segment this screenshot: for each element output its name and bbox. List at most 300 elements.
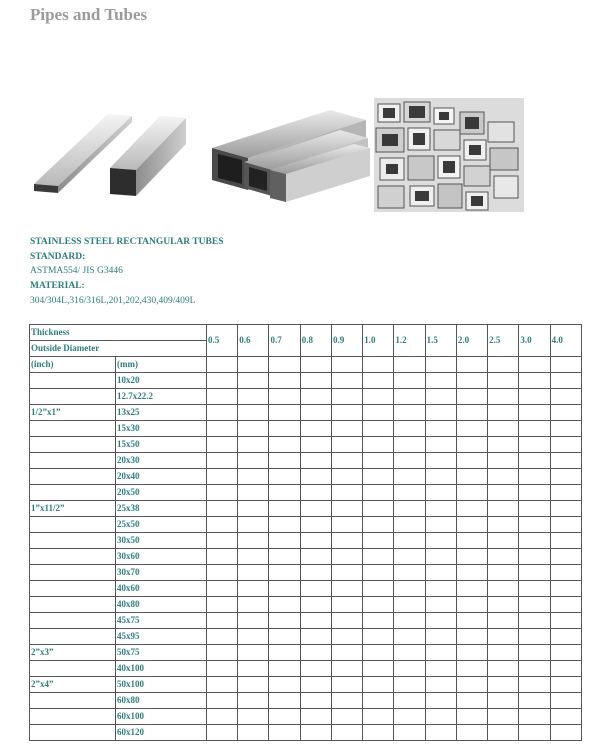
table-cell: [550, 693, 581, 709]
table-cell: [207, 693, 238, 709]
table-row: [30, 693, 582, 709]
table-cell: [519, 693, 550, 709]
table-cell: [488, 453, 519, 469]
table-cell: [300, 389, 331, 405]
table-cell: [363, 709, 394, 725]
table-cell: [238, 533, 269, 549]
table-cell: [269, 613, 300, 629]
table-cell: [207, 485, 238, 501]
table-cell: [456, 517, 487, 533]
table-row: [30, 725, 582, 741]
table-cell: [425, 677, 456, 693]
inch-size-cell: [30, 693, 116, 709]
table-cell: [363, 677, 394, 693]
table-cell: [300, 405, 331, 421]
table-cell: [331, 549, 362, 565]
table-cell: [269, 677, 300, 693]
mm-size-cell: 15x30: [116, 421, 207, 437]
table-cell: [550, 645, 581, 661]
table-cell: [207, 661, 238, 677]
table-cell: [425, 485, 456, 501]
table-cell: [550, 533, 581, 549]
inch-size-cell: [30, 389, 116, 405]
table-cell: [488, 405, 519, 421]
table-cell: [238, 469, 269, 485]
table-cell: [300, 709, 331, 725]
table-cell: [394, 581, 425, 597]
table-cell: [456, 405, 487, 421]
thickness-value: 1.2: [394, 325, 425, 357]
table-cell: [300, 501, 331, 517]
table-cell: [456, 421, 487, 437]
table-cell: [550, 709, 581, 725]
table-cell: [394, 565, 425, 581]
table-cell: [519, 565, 550, 581]
table-cell: [488, 421, 519, 437]
table-row: [30, 533, 582, 549]
table-cell: [269, 661, 300, 677]
table-cell: [394, 469, 425, 485]
table-cell: [488, 437, 519, 453]
table-cell: [300, 549, 331, 565]
table-cell: [394, 517, 425, 533]
table-cell: [550, 613, 581, 629]
table-cell: [331, 645, 362, 661]
page-title: Pipes and Tubes: [30, 5, 148, 24]
table-cell: [207, 613, 238, 629]
thickness-label: Thickness: [30, 325, 207, 341]
table-cell: [331, 421, 362, 437]
table-cell: [331, 709, 362, 725]
table-cell: [331, 517, 362, 533]
mm-size-cell: 20x40: [116, 469, 207, 485]
table-cell: [519, 661, 550, 677]
table-cell: [519, 421, 550, 437]
table-cell: [363, 485, 394, 501]
table-row: [30, 629, 582, 645]
table-cell: [550, 581, 581, 597]
table-cell: [363, 453, 394, 469]
table-cell: [550, 677, 581, 693]
material-label: MATERIAL:: [30, 281, 85, 291]
table-cell: [238, 373, 269, 389]
table-cell: [488, 677, 519, 693]
table-cell: [238, 517, 269, 533]
table-cell: [519, 613, 550, 629]
table-cell: [488, 549, 519, 565]
table-cell: [425, 517, 456, 533]
table-cell: [300, 661, 331, 677]
table-cell: [394, 373, 425, 389]
table-cell: [269, 405, 300, 421]
table-cell: [207, 357, 238, 373]
table-row: [30, 677, 582, 693]
table-cell: [238, 389, 269, 405]
table-cell: [331, 581, 362, 597]
inch-size-cell: [30, 453, 116, 469]
table-cell: [519, 437, 550, 453]
table-cell: [300, 421, 331, 437]
tube-size-table: [29, 324, 582, 741]
standard-label: STANDARD:: [30, 252, 86, 262]
table-cell: [331, 629, 362, 645]
table-cell: [238, 645, 269, 661]
table-row: [30, 421, 582, 437]
table-cell: [519, 549, 550, 565]
table-cell: [550, 357, 581, 373]
table-cell: [519, 357, 550, 373]
table-cell: [300, 597, 331, 613]
table-cell: [519, 389, 550, 405]
table-cell: [488, 373, 519, 389]
table-cell: [488, 693, 519, 709]
mm-size-cell: 45x95: [116, 629, 207, 645]
table-cell: [394, 597, 425, 613]
table-cell: [394, 725, 425, 741]
table-cell: [488, 517, 519, 533]
inch-size-cell: [30, 421, 116, 437]
table-cell: [456, 677, 487, 693]
table-header-row: [30, 325, 582, 341]
table-cell: [363, 693, 394, 709]
table-cell: [425, 453, 456, 469]
table-cell: [425, 405, 456, 421]
table-cell: [238, 677, 269, 693]
table-cell: [238, 485, 269, 501]
table-cell: [363, 533, 394, 549]
thickness-value: 0.9: [331, 325, 362, 357]
table-cell: [425, 533, 456, 549]
table-cell: [238, 629, 269, 645]
table-cell: [456, 629, 487, 645]
table-cell: [300, 629, 331, 645]
table-cell: [488, 725, 519, 741]
table-cell: [550, 549, 581, 565]
table-cell: [519, 725, 550, 741]
table-cell: [207, 565, 238, 581]
table-cell: [425, 581, 456, 597]
table-cell: [269, 453, 300, 469]
table-cell: [550, 501, 581, 517]
table-cell: [550, 469, 581, 485]
inch-size-cell: [30, 661, 116, 677]
table-cell: [550, 485, 581, 501]
table-cell: [456, 581, 487, 597]
table-cell: [363, 645, 394, 661]
table-cell: [207, 517, 238, 533]
inch-size-cell: [30, 613, 116, 629]
table-row: [30, 389, 582, 405]
table-cell: [269, 437, 300, 453]
table-cell: [363, 469, 394, 485]
table-cell: [363, 373, 394, 389]
table-cell: [394, 709, 425, 725]
table-cell: [425, 501, 456, 517]
table-cell: [238, 661, 269, 677]
table-cell: [394, 661, 425, 677]
table-cell: [300, 469, 331, 485]
table-cell: [394, 693, 425, 709]
table-cell: [300, 357, 331, 373]
table-cell: [300, 437, 331, 453]
table-cell: [488, 389, 519, 405]
table-cell: [425, 373, 456, 389]
inch-size-cell: [30, 549, 116, 565]
table-row: [30, 581, 582, 597]
mm-size-cell: 20x50: [116, 485, 207, 501]
inch-size-cell: [30, 437, 116, 453]
inch-size-cell: [30, 373, 116, 389]
table-cell: [363, 597, 394, 613]
table-cell: [331, 661, 362, 677]
table-cell: [300, 533, 331, 549]
table-cell: [425, 597, 456, 613]
table-row: [30, 645, 582, 661]
table-cell: [300, 517, 331, 533]
table-row: [30, 709, 582, 725]
table-cell: [425, 645, 456, 661]
table-cell: [269, 725, 300, 741]
table-cell: [519, 517, 550, 533]
table-cell: [456, 549, 487, 565]
mm-size-cell: 40x60: [116, 581, 207, 597]
table-cell: [519, 501, 550, 517]
table-cell: [519, 453, 550, 469]
table-cell: [363, 549, 394, 565]
table-cell: [456, 693, 487, 709]
table-cell: [269, 421, 300, 437]
table-cell: [207, 629, 238, 645]
thickness-value: 0.6: [238, 325, 269, 357]
table-cell: [425, 421, 456, 437]
table-cell: [269, 549, 300, 565]
table-cell: [269, 565, 300, 581]
table-cell: [363, 421, 394, 437]
table-row: [30, 565, 582, 581]
table-cell: [238, 613, 269, 629]
table-row: [30, 469, 582, 485]
table-cell: [425, 725, 456, 741]
table-unit-row: [30, 357, 582, 373]
table-cell: [488, 661, 519, 677]
table-cell: [456, 357, 487, 373]
table-cell: [331, 389, 362, 405]
table-cell: [550, 597, 581, 613]
table-cell: [207, 453, 238, 469]
table-cell: [207, 373, 238, 389]
table-cell: [207, 389, 238, 405]
inch-size-cell: [30, 629, 116, 645]
table-cell: [269, 645, 300, 661]
table-cell: [363, 501, 394, 517]
table-cell: [207, 437, 238, 453]
table-cell: [519, 581, 550, 597]
inch-size-cell: 2”x3”: [30, 645, 116, 661]
table-cell: [456, 645, 487, 661]
table-cell: [238, 549, 269, 565]
table-row: [30, 485, 582, 501]
table-cell: [300, 645, 331, 661]
table-cell: [456, 613, 487, 629]
table-cell: [488, 533, 519, 549]
table-cell: [207, 725, 238, 741]
table-cell: [550, 661, 581, 677]
table-cell: [331, 405, 362, 421]
table-cell: [238, 597, 269, 613]
inch-size-cell: [30, 533, 116, 549]
table-cell: [363, 357, 394, 373]
thickness-value: 1.5: [425, 325, 456, 357]
table-cell: [488, 485, 519, 501]
table-cell: [394, 421, 425, 437]
table-cell: [456, 485, 487, 501]
table-cell: [300, 485, 331, 501]
table-cell: [300, 613, 331, 629]
table-cell: [394, 389, 425, 405]
table-row: [30, 453, 582, 469]
table-cell: [331, 357, 362, 373]
table-cell: [519, 533, 550, 549]
table-cell: [519, 629, 550, 645]
table-row: [30, 517, 582, 533]
inch-unit-label: (inch): [30, 357, 116, 373]
table-cell: [425, 437, 456, 453]
table-cell: [456, 453, 487, 469]
table-cell: [394, 485, 425, 501]
table-cell: [269, 597, 300, 613]
table-cell: [269, 501, 300, 517]
table-cell: [207, 501, 238, 517]
mm-unit-label: (mm): [116, 357, 207, 373]
table-cell: [488, 565, 519, 581]
table-cell: [300, 453, 331, 469]
flat-rectangular-tubes-photo: [28, 98, 188, 212]
table-cell: [394, 453, 425, 469]
thickness-value: 1.0: [363, 325, 394, 357]
table-cell: [488, 357, 519, 373]
table-cell: [394, 405, 425, 421]
material-value: 304/304L,316/316L,201,202,430,409/409L: [30, 296, 196, 306]
table-cell: [207, 469, 238, 485]
table-cell: [331, 485, 362, 501]
table-cell: [238, 437, 269, 453]
table-cell: [331, 469, 362, 485]
table-cell: [238, 693, 269, 709]
thickness-value: 2.0: [456, 325, 487, 357]
table-cell: [207, 421, 238, 437]
table-cell: [456, 597, 487, 613]
table-cell: [519, 405, 550, 421]
table-cell: [331, 565, 362, 581]
table-cell: [425, 709, 456, 725]
table-cell: [269, 693, 300, 709]
table-cell: [238, 405, 269, 421]
table-cell: [519, 709, 550, 725]
table-cell: [394, 533, 425, 549]
table-cell: [394, 629, 425, 645]
table-cell: [269, 389, 300, 405]
table-cell: [363, 389, 394, 405]
table-cell: [363, 629, 394, 645]
inch-size-cell: 2”x4”: [30, 677, 116, 693]
table-cell: [363, 565, 394, 581]
thickness-value: 0.7: [269, 325, 300, 357]
table-row: [30, 613, 582, 629]
table-cell: [456, 389, 487, 405]
mm-size-cell: 40x80: [116, 597, 207, 613]
table-cell: [394, 677, 425, 693]
table-cell: [207, 645, 238, 661]
inch-size-cell: [30, 469, 116, 485]
table-cell: [300, 565, 331, 581]
table-cell: [488, 629, 519, 645]
table-cell: [238, 453, 269, 469]
table-cell: [456, 437, 487, 453]
table-cell: [425, 469, 456, 485]
square-tubes-photo: [210, 98, 370, 212]
table-cell: [550, 517, 581, 533]
mm-size-cell: 40x100: [116, 661, 207, 677]
table-row: [30, 597, 582, 613]
mm-size-cell: 13x25: [116, 405, 207, 421]
table-cell: [425, 565, 456, 581]
mm-size-cell: 60x100: [116, 709, 207, 725]
outside-diameter-label: Outside Diameter: [30, 341, 207, 357]
thickness-value: 3.0: [519, 325, 550, 357]
thickness-value: 0.8: [300, 325, 331, 357]
inch-size-cell: [30, 709, 116, 725]
table-row: [30, 373, 582, 389]
table-cell: [331, 501, 362, 517]
table-cell: [363, 725, 394, 741]
table-cell: [207, 581, 238, 597]
mm-size-cell: 60x120: [116, 725, 207, 741]
mm-size-cell: 45x75: [116, 613, 207, 629]
table-cell: [363, 405, 394, 421]
table-cell: [331, 725, 362, 741]
standard-value: ASTMA554/ JIS G3446: [30, 266, 123, 276]
table-cell: [550, 725, 581, 741]
table-cell: [394, 645, 425, 661]
mm-size-cell: 15x50: [116, 437, 207, 453]
inch-size-cell: [30, 581, 116, 597]
mm-size-cell: 25x38: [116, 501, 207, 517]
mm-size-cell: 50x100: [116, 677, 207, 693]
table-cell: [425, 549, 456, 565]
stacked-tubes-photo: [374, 98, 524, 212]
table-cell: [331, 677, 362, 693]
table-cell: [394, 437, 425, 453]
mm-size-cell: 30x70: [116, 565, 207, 581]
mm-size-cell: 60x80: [116, 693, 207, 709]
table-cell: [331, 693, 362, 709]
table-cell: [238, 709, 269, 725]
mm-size-cell: 12.7x22.2: [116, 389, 207, 405]
table-cell: [363, 661, 394, 677]
table-cell: [425, 629, 456, 645]
table-cell: [550, 629, 581, 645]
table-cell: [488, 581, 519, 597]
table-cell: [207, 533, 238, 549]
table-cell: [488, 501, 519, 517]
table-row: [30, 437, 582, 453]
table-cell: [456, 469, 487, 485]
table-cell: [331, 437, 362, 453]
table-cell: [550, 565, 581, 581]
table-cell: [488, 597, 519, 613]
table-cell: [550, 405, 581, 421]
table-cell: [238, 725, 269, 741]
